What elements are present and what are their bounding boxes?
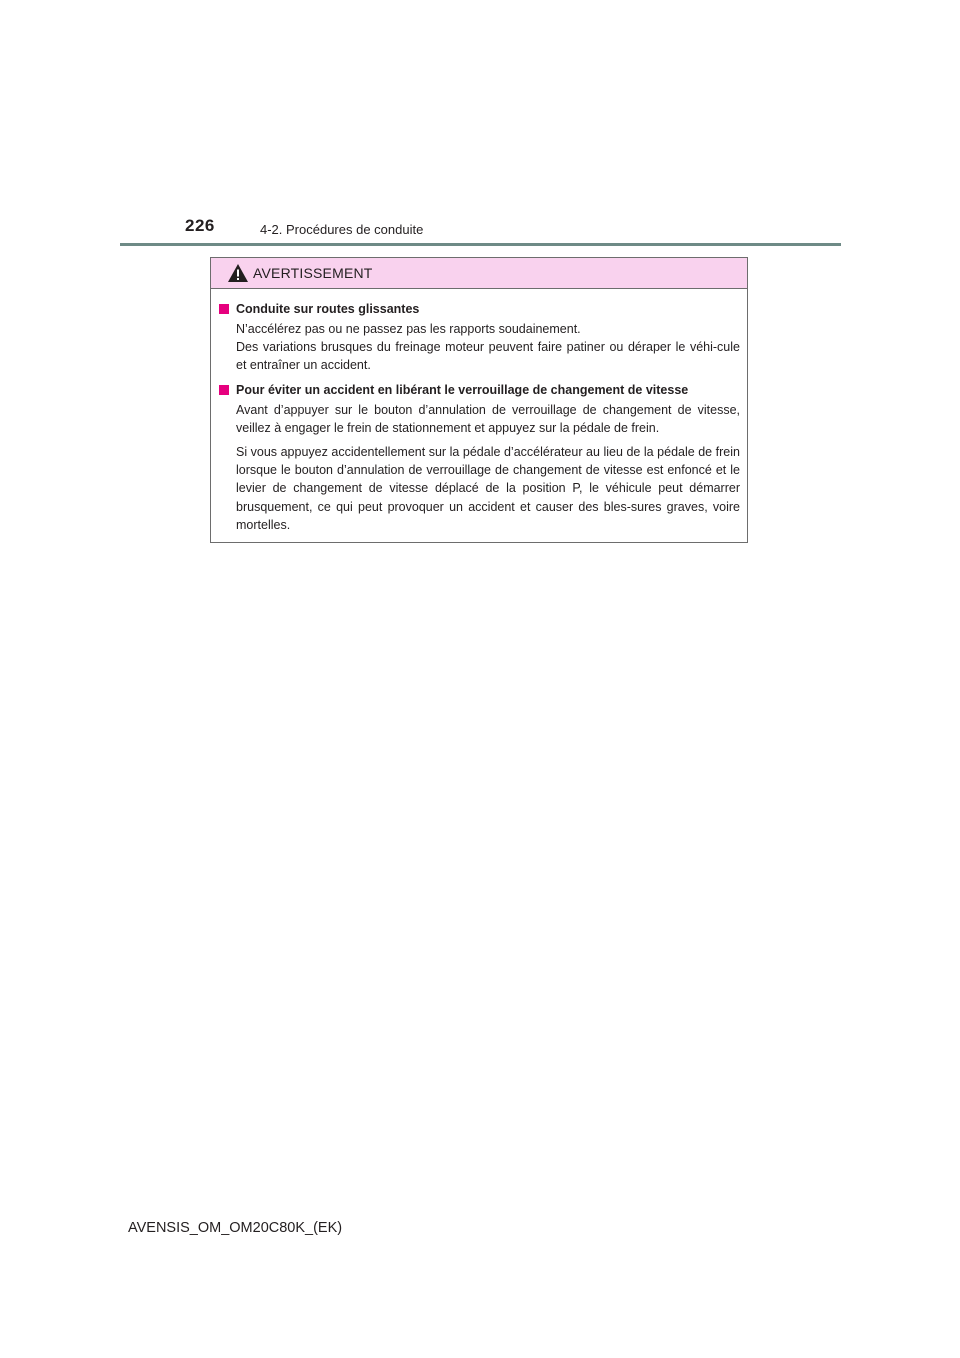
warning-body [211,289,747,534]
item-heading [218,381,740,399]
item-heading-text: Conduite sur routes glissantes [236,302,420,316]
page-number: 226 [185,216,215,235]
square-bullet-icon [219,304,229,314]
warning-title: AVERTISSEMENT [253,265,373,281]
item-heading-text: Pour éviter un accident en libérant le verrouillage de changement de vitesse [236,382,689,397]
warning-header [211,258,747,289]
warning-box [210,257,748,543]
paragraph-line: N’accélérez pas ou ne passez pas les rapports soudainement. [236,322,581,336]
paragraph-line: Des variations brusques du freinage moteur peuvent faire patiner ou déraper le véhi-cule et entraîner un accident. [236,340,740,373]
warning-triangle-icon [227,263,249,283]
paragraph [236,320,740,375]
item-heading [218,300,740,318]
paragraph: Avant d’appuyer sur le bouton d’annulation de verrouillage de changement de vitesse, veillez à engager le frein de stationnement et appuyez sur la pédale de frein. [236,402,740,435]
square-bullet-icon [219,385,229,395]
paragraph: Si vous appuyez accidentellement sur la pédale d’accélérateur au lieu de la pédale de frein lorsque le bouton d’annulation de verrouillage de changement de vitesse est enfoncé et le levier de changement de vitesse déplacé de la position P, le véhicule peut démarrer brusquement, ce qui peut provoquer un accident et causer des bles-sures graves, voire mortelles. [236,445,740,532]
footer-code: AVENSIS_OM_OM20C80K_(EK) [128,1220,343,1236]
header-rule [120,243,841,246]
section-title: 4-2. Procédures de conduite [260,222,424,237]
